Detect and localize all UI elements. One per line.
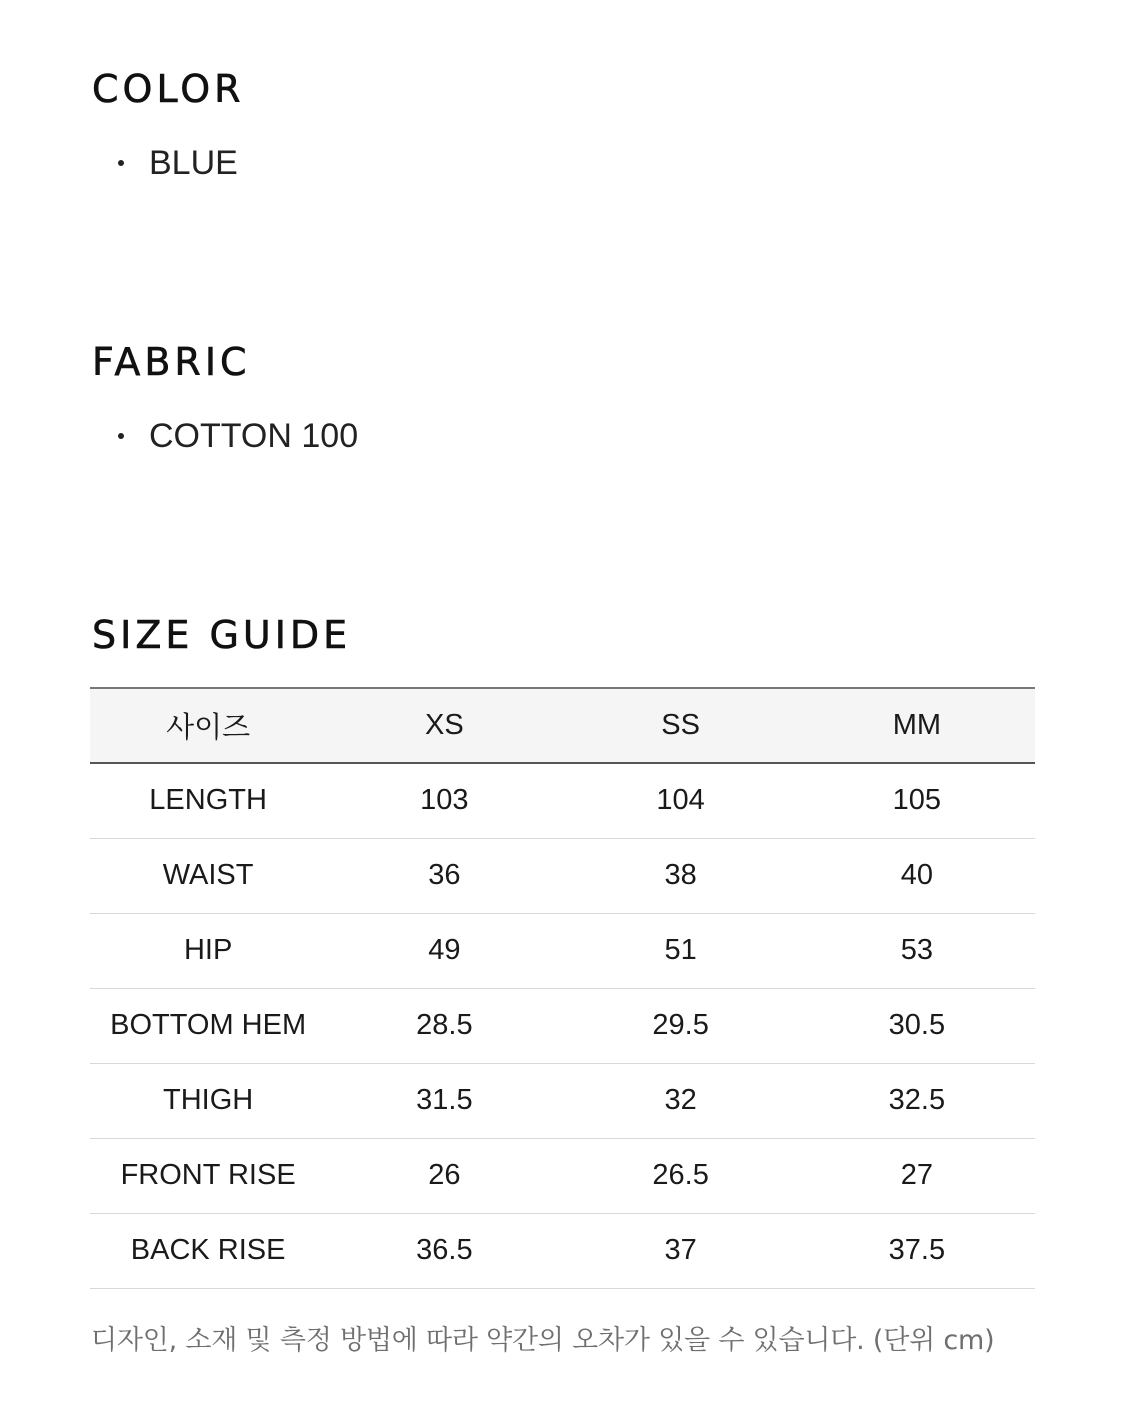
table-row <box>90 838 1035 913</box>
size-footnote: 디자인, 소재 및 측정 방법에 따라 약간의 오차가 있을 수 있습니다. (단위 cm) <box>91 1325 995 1356</box>
header-cell-mm: MM <box>799 688 1035 763</box>
table-cell: 104 <box>563 763 799 838</box>
size-guide-title: SIZE GUIDE <box>92 613 352 657</box>
table-row <box>90 913 1035 988</box>
size-table <box>90 687 1035 1289</box>
table-cell: 36.5 <box>326 1213 562 1288</box>
table-cell: 103 <box>326 763 562 838</box>
row-label: LENGTH <box>90 763 326 838</box>
table-cell: 37 <box>563 1213 799 1288</box>
table-cell: 38 <box>563 838 799 913</box>
row-label: THIGH <box>90 1063 326 1138</box>
table-header-row <box>90 688 1035 763</box>
header-cell-size: 사이즈 <box>90 688 326 763</box>
table-cell: 28.5 <box>326 988 562 1063</box>
table-row <box>90 763 1035 838</box>
color-title: COLOR <box>92 67 245 111</box>
list-item <box>118 146 238 180</box>
bullet-icon <box>118 160 124 166</box>
table-cell: 31.5 <box>326 1063 562 1138</box>
row-label: WAIST <box>90 838 326 913</box>
row-label: FRONT RISE <box>90 1138 326 1213</box>
table-row <box>90 1138 1035 1213</box>
table-row <box>90 1213 1035 1288</box>
table-cell: 32.5 <box>799 1063 1035 1138</box>
color-list <box>118 146 238 180</box>
row-label: HIP <box>90 913 326 988</box>
table-cell: 37.5 <box>799 1213 1035 1288</box>
table-row <box>90 988 1035 1063</box>
table-cell: 29.5 <box>563 988 799 1063</box>
table-cell: 36 <box>326 838 562 913</box>
table-cell: 32 <box>563 1063 799 1138</box>
table-cell: 49 <box>326 913 562 988</box>
fabric-title: FABRIC <box>92 340 251 384</box>
color-value: BLUE <box>149 144 238 182</box>
row-label: BACK RISE <box>90 1213 326 1288</box>
header-cell-ss: SS <box>563 688 799 763</box>
fabric-value: COTTON 100 <box>149 417 359 455</box>
table-cell: 27 <box>799 1138 1035 1213</box>
bullet-icon <box>118 433 124 439</box>
fabric-list <box>118 419 358 453</box>
list-item <box>118 419 358 453</box>
table-cell: 51 <box>563 913 799 988</box>
table-cell: 53 <box>799 913 1035 988</box>
table-cell: 26 <box>326 1138 562 1213</box>
table-cell: 40 <box>799 838 1035 913</box>
header-cell-xs: XS <box>326 688 562 763</box>
row-label: BOTTOM HEM <box>90 988 326 1063</box>
table-cell: 30.5 <box>799 988 1035 1063</box>
table-cell: 26.5 <box>563 1138 799 1213</box>
table-cell: 105 <box>799 763 1035 838</box>
table-row <box>90 1063 1035 1138</box>
